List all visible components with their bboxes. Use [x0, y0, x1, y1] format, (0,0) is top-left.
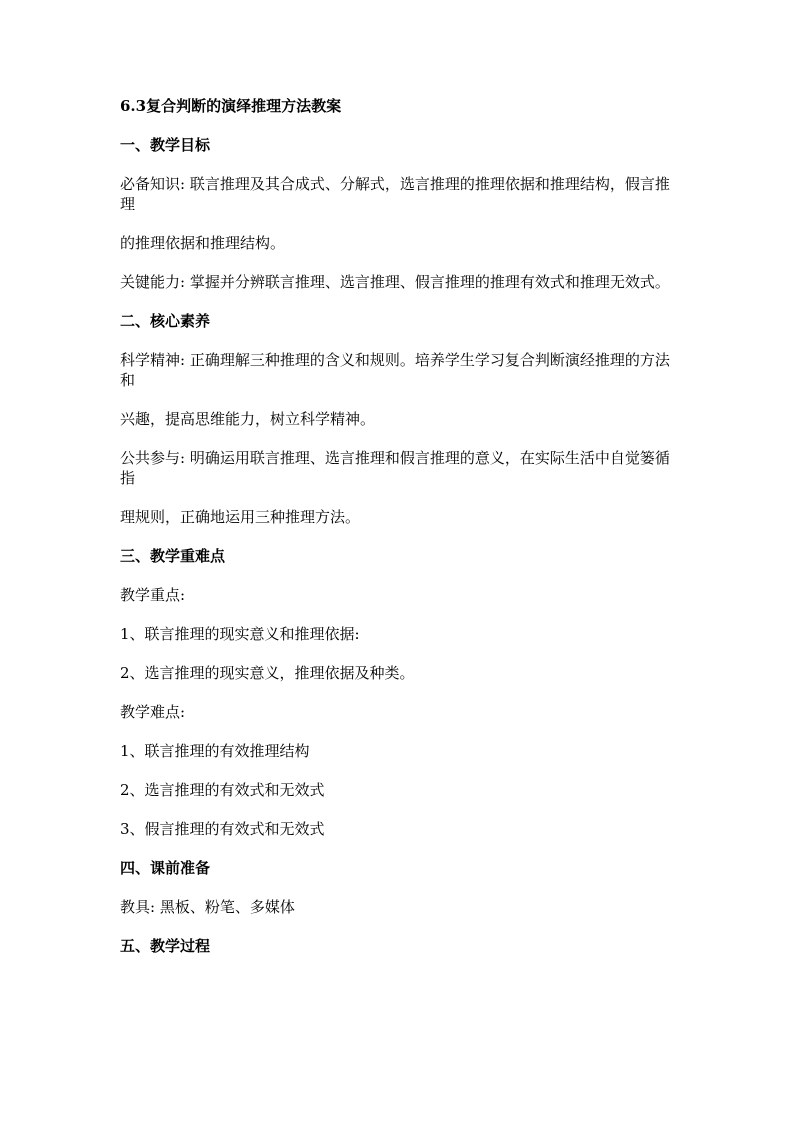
label-teaching-key-points: 教学重点: [120, 586, 186, 604]
section-heading-core-literacy: 二、核心素养 [120, 312, 211, 330]
paragraph-public-participation: 公共参与: 明确运用联言推理、选言推理和假言推理的意义，在实际生活中自觉篓循指 [120, 449, 670, 487]
section-heading-key-difficult: 三、教学重难点 [120, 547, 226, 565]
section-heading-objectives: 一、教学目标 [120, 136, 211, 154]
paragraph-public-participation-cont: 理规则，正确地运用三种推理方法。 [120, 508, 361, 526]
document-page [120, 96, 680, 975]
paragraph-scientific-spirit: 科学精神: 正确理解三种推理的含义和规则。培养学生学习复合判断演经推理的方法和 [120, 351, 670, 389]
section-heading-preparation: 四、课前准备 [120, 859, 211, 877]
label-teaching-difficulties: 教学难点: [120, 703, 186, 721]
paragraph-teaching-aids: 教具: 黑板、粉笔、多媒体 [120, 898, 295, 916]
list-item-difficulty-1: 1、联言推理的有效推理结构 [120, 742, 310, 760]
document-title: 6.3复合判断的演绎推理方法教案 [120, 97, 342, 115]
section-heading-process: 五、教学过程 [120, 937, 211, 955]
paragraph-scientific-spirit-cont: 兴趣，提高思维能力，树立科学精神。 [120, 410, 376, 428]
list-item-difficulty-2: 2、选言推理的有效式和无效式 [120, 781, 325, 799]
paragraph-key-ability: 关键能力: 掌握并分辨联言推理、选言推理、假言推理的推理有效式和推理无效式。 [120, 273, 670, 291]
list-item-key-1: 1、联言推理的现实意义和推理依据: [120, 625, 360, 643]
paragraph-required-knowledge-cont: 的推理依据和推理结构。 [120, 234, 286, 252]
paragraph-required-knowledge: 必备知识: 联言推理及其合成式、分解式，选言推理的推理依据和推理结构，假言推理 [120, 175, 670, 213]
list-item-key-2: 2、选言推理的现实意义，推理依据及种类。 [120, 664, 415, 682]
list-item-difficulty-3: 3、假言推理的有效式和无效式 [120, 820, 325, 838]
